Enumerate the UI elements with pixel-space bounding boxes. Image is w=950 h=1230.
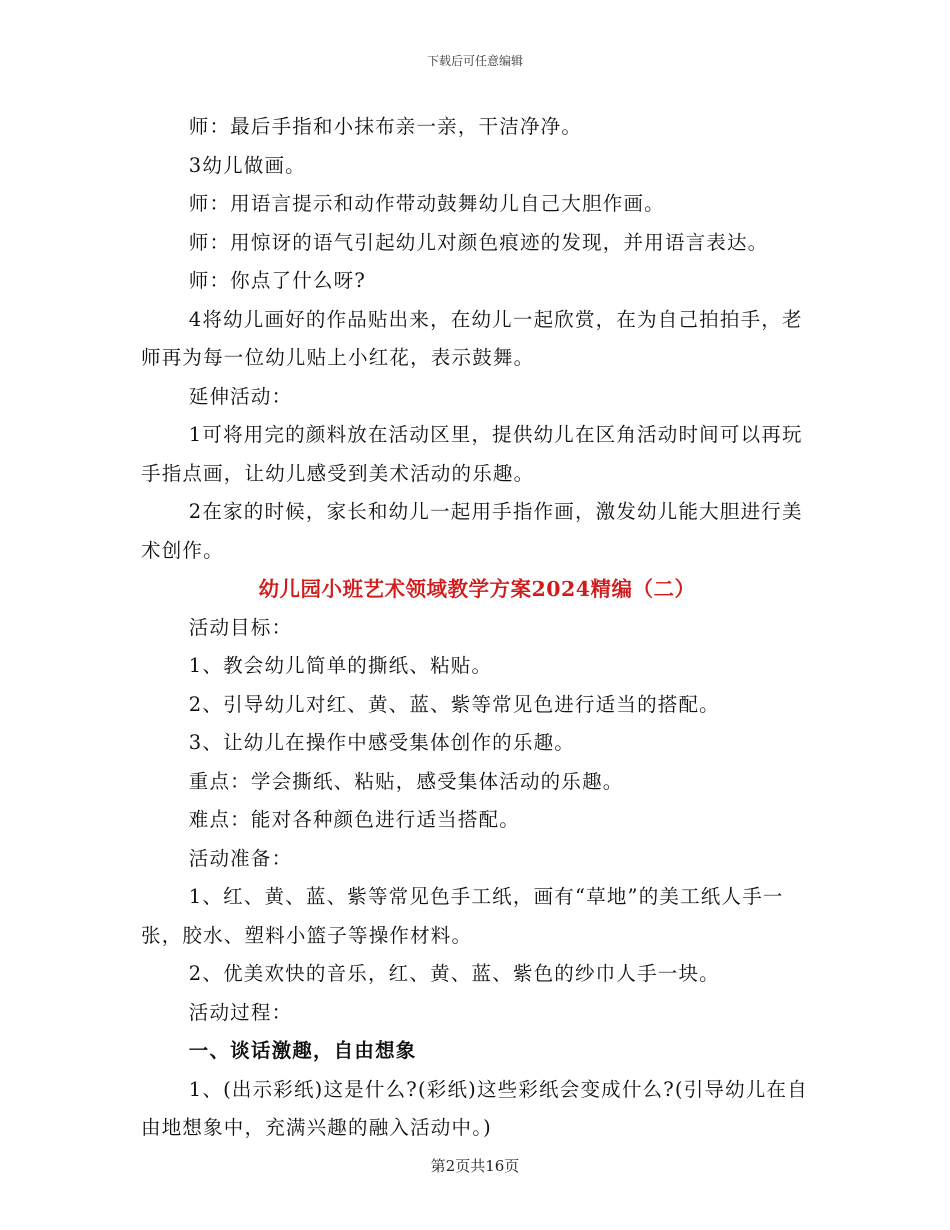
paragraph-1: 师：最后手指和小抹布亲一亲，干洁净净。 (188, 115, 583, 138)
document-body (141, 108, 813, 1148)
paragraph-11: 活动目标： (188, 615, 293, 639)
paragraph-9: 2在家的时候，家长和幼儿一起用手指作画，激发幼儿能大胆进行美术创作。 (141, 500, 803, 562)
paragraph-16: 难点：能对各种颜色进行适当搭配。 (188, 808, 520, 831)
paragraph-5: 师：你点了什么呀? (188, 269, 367, 292)
paragraph-20: 活动过程： (188, 1000, 293, 1024)
paragraph-15: 重点：学会撕纸、粘贴，感受集体活动的乐趣。 (188, 769, 624, 793)
page-footer: 第2页共16页 (430, 1157, 520, 1175)
paragraph-12: 1、教会幼儿简单的撕纸、粘贴。 (188, 654, 493, 677)
paragraph-2: 3幼儿做画。 (188, 153, 306, 177)
paragraph-8: 1可将用完的颜料放在活动区里，提供幼儿在区角活动时间可以再玩手指点画，让幼儿感受到美术活动的乐趣。 (141, 423, 803, 485)
paragraph-18: 1、红、黄、蓝、紫等常见色手工纸，画有“草地”的美工纸人手一张，胶水、塑料小篮子等操作材料。 (141, 885, 784, 947)
paragraph-7: 延伸活动： (188, 384, 293, 408)
paragraph-22: 1、(出示彩纸)这是什么?(彩纸)这些彩纸会变成什么?(引导幼儿在自由地想象中，充满兴趣的融入活动中。) (141, 1077, 808, 1139)
paragraph-17: 活动准备： (188, 846, 293, 870)
section-title: 幼儿园小班艺术领域教学方案2024精编（二） (258, 577, 696, 601)
paragraph-3: 师：用语言提示和动作带动鼓舞幼儿自己大胆作画。 (188, 192, 665, 215)
paragraph-4: 师：用惊讶的语气引起幼儿对颜色痕迹的发现，并用语言表达。 (188, 230, 769, 254)
paragraph-6: 4将幼儿画好的作品贴出来，在幼儿一起欣赏，在为自己拍拍手，老师再为每一位幼儿贴上小红花，表示鼓舞。 (141, 307, 803, 369)
page-header: 下载后可任意编辑 (426, 54, 523, 68)
subsection-heading: 一、谈话激趣，自由想象 (188, 1039, 417, 1062)
paragraph-19: 2、优美欢快的音乐，红、黄、蓝、紫色的纱巾人手一块。 (188, 962, 720, 985)
paragraph-13: 2、引导幼儿对红、黄、蓝、紫等常见色进行适当的搭配。 (188, 692, 720, 716)
paragraph-14: 3、让幼儿在操作中感受集体创作的乐趣。 (188, 731, 575, 754)
